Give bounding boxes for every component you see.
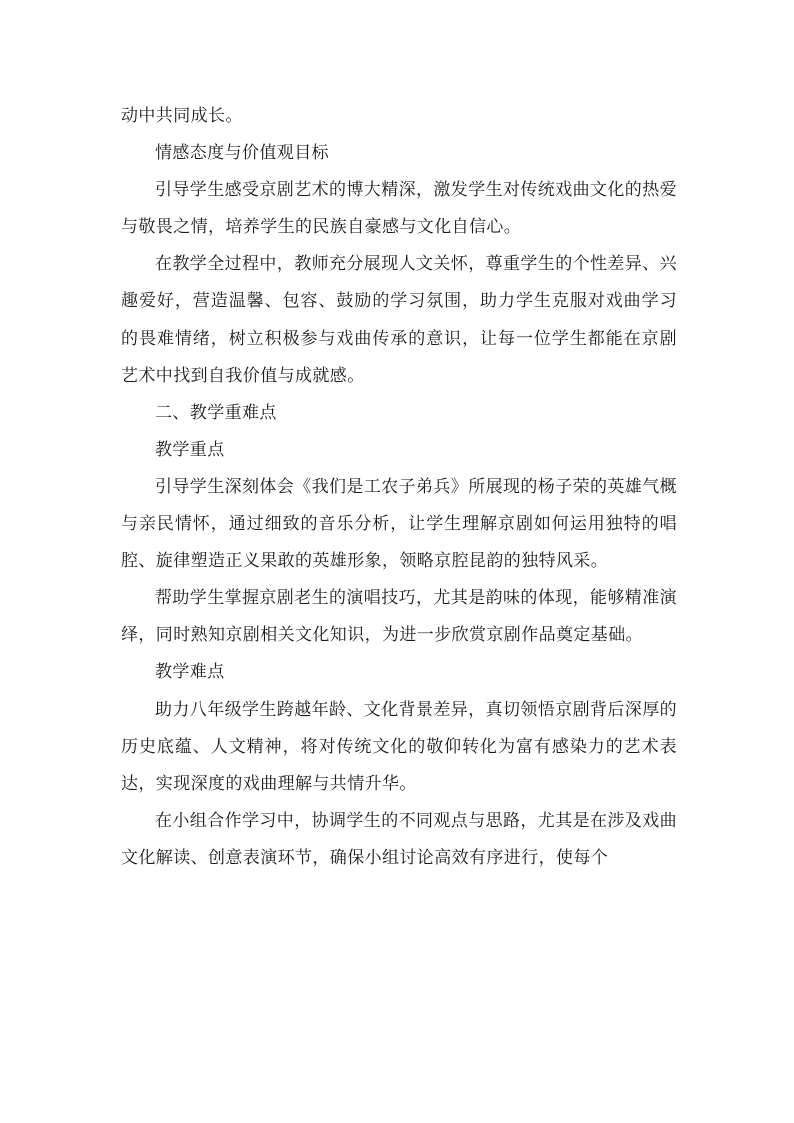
section-heading-key-difficult-points: 二、教学重难点 bbox=[155, 402, 277, 423]
paragraph: 引导学生感受京剧艺术的博大精深，激发学生对传统戏曲文化的热爱与敬畏之情，培养学生的民族自豪感与文化自信心。 bbox=[121, 180, 677, 238]
paragraph: 帮助学生掌握京剧老生的演唱技巧，尤其是韵味的体现，能够精准演绎，同时熟知京剧相关文化知识，为进一步欣赏京剧作品奠定基础。 bbox=[121, 588, 677, 646]
paragraph: 在教学全过程中，教师充分展现人文关怀，尊重学生的个性差异、兴趣爱好，营造温馨、包容、鼓励的学习氛围，助力学生克服对戏曲学习的畏难情绪，树立积极参与戏曲传承的意识，让每一位学生都能在京剧艺术中找到自我价值与成就感。 bbox=[121, 254, 677, 386]
document-body bbox=[121, 98, 677, 877]
section-heading-teaching-focus: 教学重点 bbox=[155, 439, 225, 460]
paragraph: 助力八年级学生跨越年龄、文化背景差异，真切领悟京剧背后深厚的历史底蕴、人文精神，将对传统文化的敬仰转化为富有感染力的艺术表达，实现深度的戏曲理解与共情升华。 bbox=[121, 699, 677, 794]
paragraph-continued: 动中共同成长。 bbox=[121, 106, 243, 126]
section-heading-teaching-difficulty: 教学难点 bbox=[155, 662, 225, 683]
section-heading-emotion-goals: 情感态度与价值观目标 bbox=[155, 143, 329, 164]
paragraph: 引导学生深刻体会《我们是工农子弟兵》所展现的杨子荣的英雄气概与亲民情怀，通过细致的音乐分析，让学生理解京剧如何运用独特的唱腔、旋律塑造正义果敢的英雄形象，领略京腔昆韵的独特风采。 bbox=[121, 476, 677, 572]
paragraph: 在小组合作学习中，协调学生的不同观点与思路，尤其是在涉及戏曲文化解读、创意表演环节，确保小组讨论高效有序进行，使每个 bbox=[121, 810, 677, 868]
